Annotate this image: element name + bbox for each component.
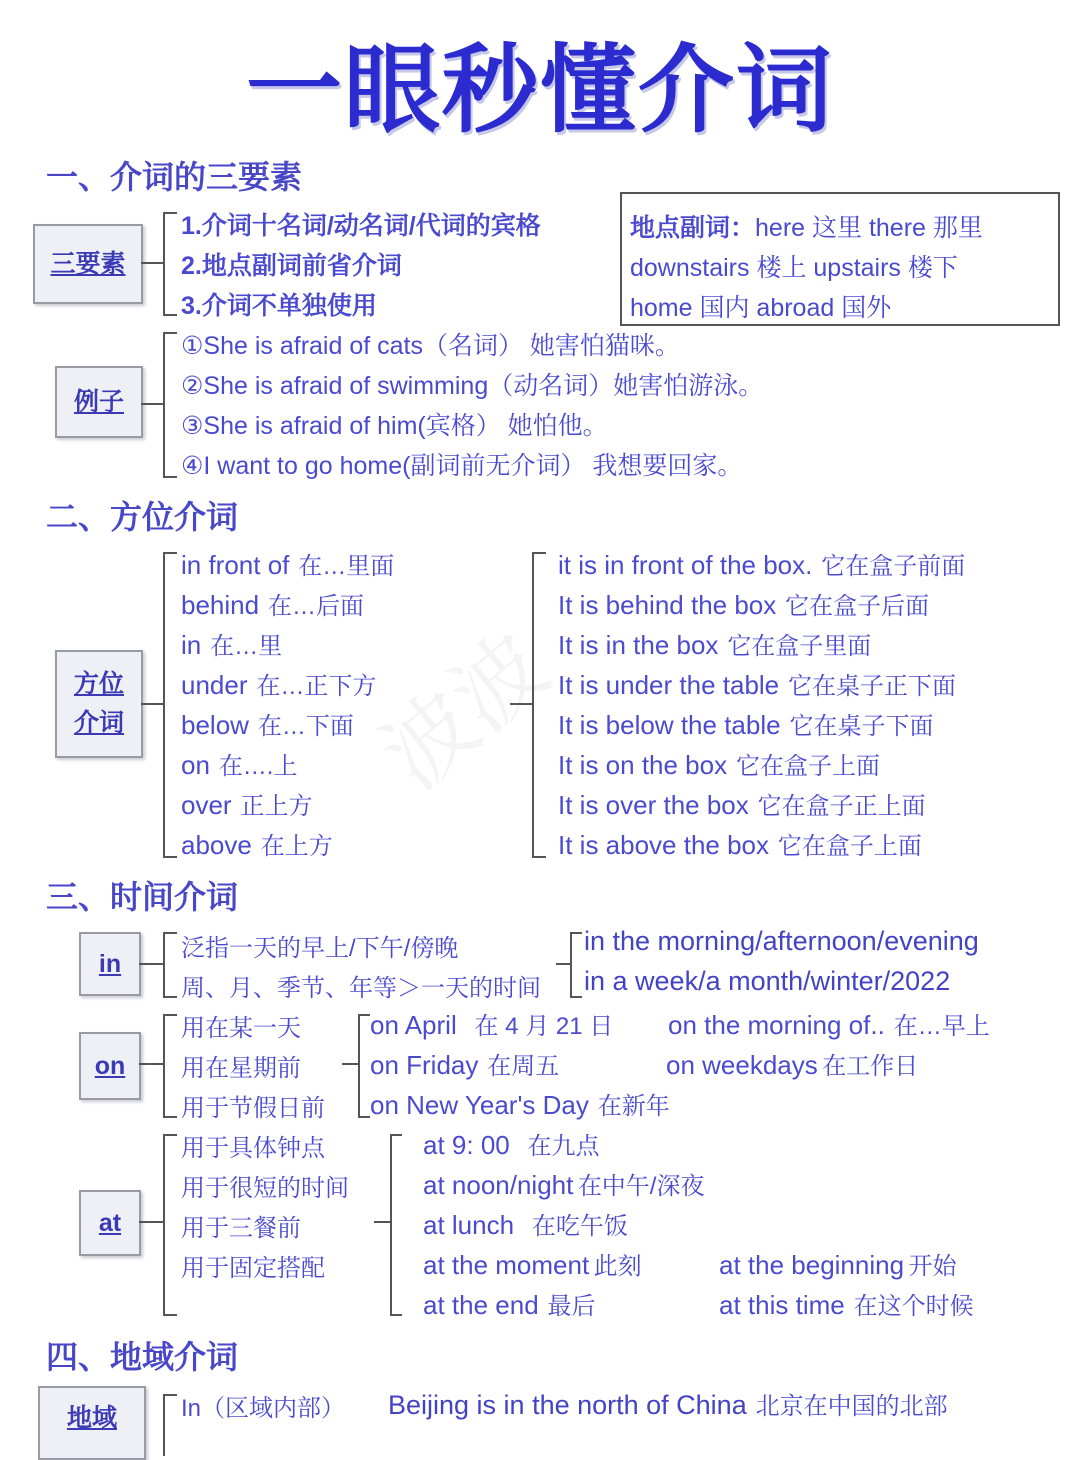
- connector: [141, 262, 163, 264]
- section3-heading: 三、时间介词: [46, 879, 239, 915]
- example-en: on Friday: [370, 1050, 479, 1080]
- brace: [163, 1394, 177, 1456]
- example-zh: 在新年: [597, 1093, 670, 1120]
- example-zh: 它在盒子后面: [785, 593, 930, 620]
- position-prep-box: [55, 650, 143, 758]
- connector: [139, 1221, 163, 1223]
- example-en: It is behind the box: [558, 590, 777, 620]
- on-box: [79, 1032, 141, 1100]
- on-example-extra: [668, 1006, 990, 1041]
- position-example: [558, 706, 933, 741]
- example-en: It is over the box: [558, 790, 749, 820]
- brace: [163, 1134, 177, 1316]
- rule-1: 1.介词十名词/动名词/代词的宾格: [181, 212, 541, 240]
- example-en: at the moment: [423, 1250, 590, 1280]
- brace: [532, 552, 546, 858]
- example-zh: 此刻: [593, 1253, 642, 1280]
- connector: [139, 963, 163, 965]
- example-en: at lunch: [423, 1210, 515, 1240]
- three-elements-label: 三要素: [50, 249, 126, 278]
- brace: [163, 212, 177, 316]
- on-rule-2: 用在星期前: [181, 1055, 301, 1082]
- example-en: at the end: [423, 1290, 539, 1320]
- example-zh: 它在盒子里面: [727, 633, 872, 660]
- connector: [342, 1063, 358, 1065]
- in-rule-1: 泛指一天的早上/下午/傍晚: [181, 935, 459, 962]
- section2-heading: 二、方位介词: [46, 499, 239, 535]
- page-title: 一眼秒懂介词: [246, 37, 834, 144]
- prep-en: on: [181, 750, 210, 780]
- prep-zh: 在上方: [260, 833, 333, 860]
- on-example: [370, 1086, 670, 1121]
- example-en: It is below the table: [558, 710, 781, 740]
- in-rule-2: 周、月、季节、年等＞一天的时间: [181, 975, 541, 1002]
- example-2: ②She is afraid of swimming（动名词）她害怕游泳。: [181, 372, 764, 400]
- at-example: [423, 1286, 596, 1321]
- on-rule-1: 用在某一天: [181, 1015, 301, 1042]
- on-example: [370, 1006, 613, 1041]
- example-en: on the morning of..: [668, 1010, 885, 1040]
- prep-item: [181, 626, 282, 661]
- at-rule-3: 用于三餐前: [181, 1215, 301, 1242]
- on-example-extra: [666, 1046, 918, 1081]
- rule-2: 2.地点副词前省介词: [181, 252, 402, 280]
- brace: [390, 1134, 402, 1316]
- example-zh: 在 4 月 21 日: [474, 1013, 614, 1040]
- at-example-extra: [719, 1286, 974, 1321]
- prep-zh: 正上方: [240, 793, 313, 820]
- brace: [163, 332, 177, 478]
- prep-en: below: [181, 710, 249, 740]
- at-rule-2: 用于很短的时间: [181, 1175, 349, 1202]
- on-example: [370, 1046, 559, 1081]
- example-zh: 最后: [547, 1293, 596, 1320]
- prep-zh: 在…里: [210, 633, 283, 660]
- brace: [163, 932, 177, 998]
- in-box: [79, 932, 141, 996]
- position-example: [558, 626, 871, 661]
- prep-en: over: [181, 790, 232, 820]
- rule-3: 3.介词不单独使用: [181, 292, 377, 320]
- position-example: [558, 666, 956, 701]
- example-label: 例子: [73, 387, 124, 416]
- brace: [358, 1014, 370, 1118]
- at-rule-1: 用于具体钟点: [181, 1135, 325, 1162]
- in-label: in: [98, 949, 122, 978]
- place-adverbs-line3: home 国内 abroad 国外: [630, 294, 892, 322]
- prep-item: [181, 586, 364, 621]
- example-zh: 北京在中国的北部: [755, 1393, 948, 1420]
- example-en: at 9: 00: [423, 1130, 510, 1160]
- example-zh: 它在盒子上面: [736, 753, 880, 780]
- prep-en: behind: [181, 590, 260, 620]
- on-rule-3: 用于节假日前: [181, 1095, 325, 1122]
- prep-item: [181, 826, 333, 861]
- position-example: [558, 546, 965, 581]
- place-adverbs-line2: downstairs 楼上 upstairs 楼下: [630, 254, 958, 282]
- example-3: ③She is afraid of him(宾格） 她怕他。: [181, 412, 608, 440]
- region-example: [388, 1386, 948, 1421]
- brace: [163, 1014, 177, 1118]
- at-rule-4: 用于固定搭配: [181, 1255, 325, 1282]
- example-1: ①She is afraid of cats（名词） 她害怕猫咪。: [181, 332, 680, 360]
- example-zh: 在工作日: [822, 1053, 919, 1080]
- section4-heading: 四、地域介词: [46, 1339, 239, 1375]
- example-zh: 它在盒子正上面: [757, 793, 926, 820]
- example-zh: 在…早上: [893, 1013, 990, 1040]
- example-en: It is under the table: [558, 670, 780, 700]
- prep-zh: 在…后面: [267, 593, 364, 620]
- place-adverbs-box: [620, 192, 1060, 326]
- brace: [163, 552, 177, 858]
- example-4: ④I want to go home(副词前无介词） 我想要回家。: [181, 452, 743, 480]
- example-zh: 开始: [908, 1253, 957, 1280]
- place-adverbs-line1: here 这里 there 那里: [755, 214, 983, 242]
- three-elements-box: [33, 224, 143, 304]
- connector: [374, 1221, 390, 1223]
- at-example: [423, 1206, 628, 1241]
- example-en: at the beginning: [719, 1250, 905, 1280]
- connector: [556, 963, 570, 965]
- on-label: on: [94, 1051, 126, 1080]
- prep-item: [181, 666, 376, 701]
- prep-en: in front of: [181, 550, 290, 580]
- at-box: [79, 1190, 141, 1256]
- prep-en: above: [181, 830, 252, 860]
- position-prep-label-1: 方位: [73, 670, 124, 699]
- at-example: [423, 1126, 600, 1161]
- position-prep-label-2: 介词: [73, 709, 124, 737]
- example-en: it is in front of the box.: [558, 550, 813, 580]
- in-example-1: in the morning/afternoon/evening: [584, 926, 979, 956]
- example-zh: 它在桌子正下面: [788, 673, 957, 700]
- example-box: [55, 366, 143, 438]
- prep-en: under: [181, 670, 248, 700]
- example-zh: 在这个时候: [853, 1293, 974, 1320]
- prep-en: in: [181, 630, 202, 660]
- position-example: [558, 786, 926, 821]
- connector: [141, 703, 163, 705]
- position-example: [558, 586, 929, 621]
- connector: [141, 403, 163, 405]
- prep-zh: 在…下面: [257, 713, 354, 740]
- at-label: at: [98, 1208, 122, 1237]
- region-rule: In（区域内部）: [181, 1395, 346, 1422]
- connector: [510, 703, 532, 705]
- example-en: It is on the box: [558, 750, 728, 780]
- example-en: on New Year's Day: [370, 1090, 589, 1120]
- region-label: 地域: [66, 1403, 117, 1432]
- brace: [570, 932, 582, 998]
- at-example: [423, 1246, 642, 1281]
- example-zh: 在周五: [487, 1053, 560, 1080]
- prep-item: [181, 546, 394, 581]
- example-en: on April: [370, 1010, 457, 1040]
- prep-zh: 在….上: [218, 753, 298, 780]
- example-en: It is in the box: [558, 630, 719, 660]
- prep-item: [181, 786, 312, 821]
- example-zh: 在九点: [527, 1133, 600, 1160]
- at-example-extra: [719, 1246, 957, 1281]
- example-zh: 它在盒子上面: [777, 833, 922, 860]
- at-example: [423, 1166, 704, 1201]
- prep-zh: 在…正下方: [256, 673, 377, 700]
- example-en: It is above the box: [558, 830, 770, 860]
- example-zh: 在吃午饭: [531, 1213, 628, 1240]
- example-zh: 在中午/深夜: [577, 1173, 705, 1200]
- place-adverbs-label: 地点副词：: [630, 214, 756, 242]
- example-zh: 它在桌子下面: [789, 713, 934, 740]
- example-zh: 它在盒子前面: [821, 553, 966, 580]
- prep-item: [181, 746, 297, 781]
- prep-item: [181, 706, 354, 741]
- connector: [139, 1063, 163, 1065]
- position-example: [558, 746, 880, 781]
- prep-zh: 在…里面: [298, 553, 395, 580]
- in-example-2: in a week/a month/winter/2022: [584, 966, 951, 996]
- position-example: [558, 826, 922, 861]
- example-en: at this time: [719, 1290, 845, 1320]
- example-en: on weekdays: [666, 1050, 818, 1080]
- region-box: [38, 1386, 146, 1460]
- example-en: Beijing is in the north of China: [388, 1390, 747, 1420]
- example-en: at noon/night: [423, 1170, 574, 1200]
- section1-heading: 一、介词的三要素: [46, 159, 303, 195]
